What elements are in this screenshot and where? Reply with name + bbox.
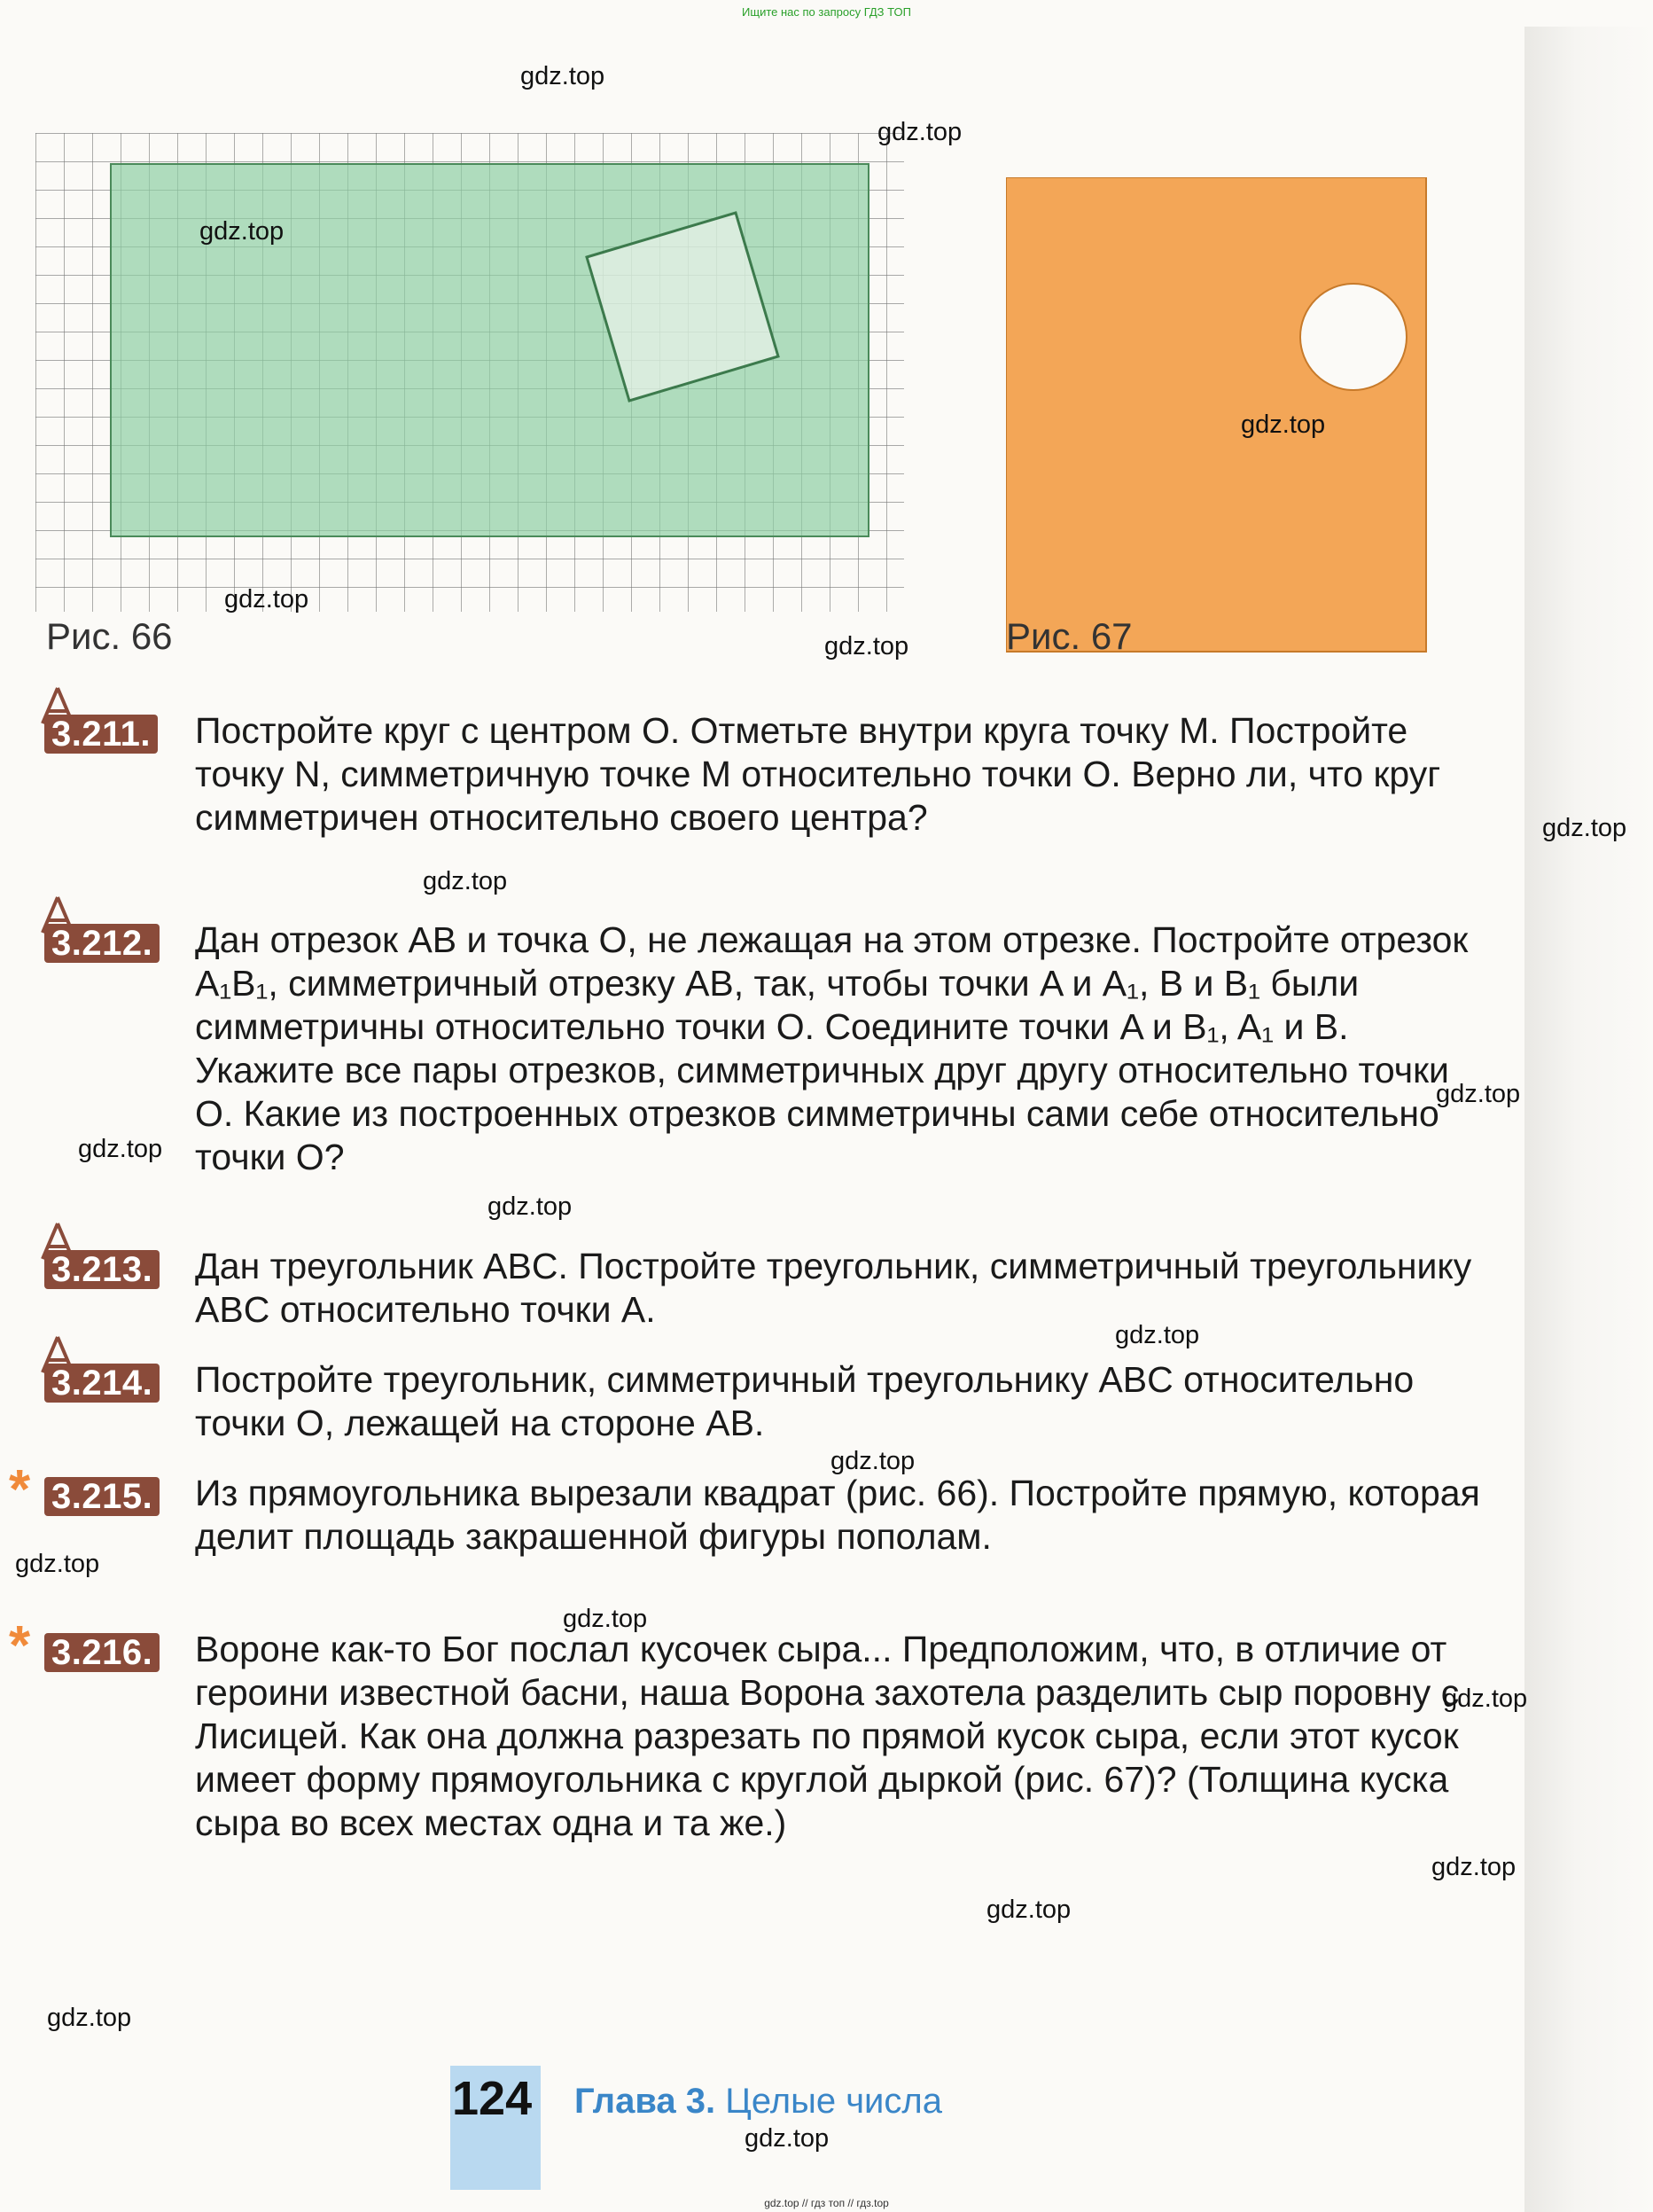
watermark: gdz.top [986,1895,1072,1924]
watermark: gdz.top [830,1447,916,1475]
problem-text: Постройте круг с центром O. Отметьте внутри круга точку M. Постройте точку N, симметричную точке M относительно точки O. Верно ли, что круг симметричен относительно своего центра? [195,710,1441,838]
chapter-title: Целые числа [725,2082,942,2121]
watermark: gdz.top [1436,1080,1521,1108]
page-number: 124 [452,2072,533,2125]
bottom-note: gdz.top // гдз топ // гдз.top [764,2197,889,2209]
problem-text: Дан отрезок AB и точка O, не лежащая на этом отрезке. Постройте отрезок A₁B₁, симметричный отрезку AB, так, чтобы точки A и A₁, B и B₁ были симметричны относительно точки O. Соедините точки A и B₁, A₁ и B. Укажите все пары отрезков, симметричных друг другу относительно точки O. Какие из построенных отрезков симметричны сами себе относительно точки O? [195,919,1469,1177]
watermark: gdz.top [520,62,605,90]
chapter-label: Глава 3. [574,2082,716,2121]
star-icon: * [9,1459,31,1520]
star-icon: * [9,1615,31,1677]
problem-text: Дан треугольник ABC. Постройте треугольник, симметричный треугольнику ABC относительно точки A. [195,1246,1472,1330]
watermark: gdz.top [224,585,309,614]
chapter-heading [574,2082,942,2122]
problem-number: 3.215. [44,1477,160,1516]
watermark: gdz.top [15,1550,100,1578]
problem-text: Вороне как-то Бог послал кусочек сыра... Предположим, что, в отличие от героини известной басни, наша Ворона захотела разделить сыр поровну с Лисицей. Как она должна разрезать по прямой кусок сыра, если этот кусок имеет форму прямоугольника с круглой дыркой (рис. 67)? (Толщина куска сыра во всех местах одна и та же.) [195,1629,1460,1843]
figure-67 [1006,177,1431,656]
watermark: gdz.top [1542,814,1627,842]
page-edge-shadow [1524,27,1653,2212]
problem-3-212 [44,918,1469,1229]
watermark: gdz.top [563,1605,648,1633]
figure-67-cheese-rectangle [1006,177,1426,652]
problem-3-213 [44,1245,1472,1342]
watermark: gdz.top [423,867,508,895]
problem-text: Постройте треугольник, симметричный треугольнику ABC относительно точки O, лежащей на стороне AB. [195,1359,1415,1443]
watermark: gdz.top [78,1135,163,1163]
header-note: Ищите нас по запросу ГДЗ ТОП [742,5,911,19]
problem-number: 3.216. [44,1633,160,1672]
figure-67-hole [1300,284,1407,390]
problem-text: Из прямоугольника вырезали квадрат (рис. 66). Постройте прямую, которая делит площадь закрашенной фигуры пополам. [195,1473,1480,1557]
figure-67-caption: Рис. 67 [1006,615,1133,657]
watermark: gdz.top [1241,410,1326,439]
figure-66 [35,133,904,612]
watermark: gdz.top [199,217,285,246]
watermark: gdz.top [824,632,909,660]
watermark: gdz.top [745,2124,830,2153]
problem-number: 3.212. [44,924,160,963]
watermark: gdz.top [487,1192,573,1221]
problem-3-214 [44,1358,1436,1456]
figure-66-caption: Рис. 66 [46,615,173,657]
problem-3-211 [44,709,1441,887]
watermark: gdz.top [47,2004,132,2032]
problem-number: 3.214. [44,1364,160,1403]
problem-number: 3.213. [44,1250,160,1289]
watermark: gdz.top [1431,1853,1517,1881]
watermark: gdz.top [1443,1684,1528,1713]
watermark: gdz.top [1115,1321,1200,1349]
problem-number: 3.211. [44,715,158,754]
watermark: gdz.top [877,118,963,146]
